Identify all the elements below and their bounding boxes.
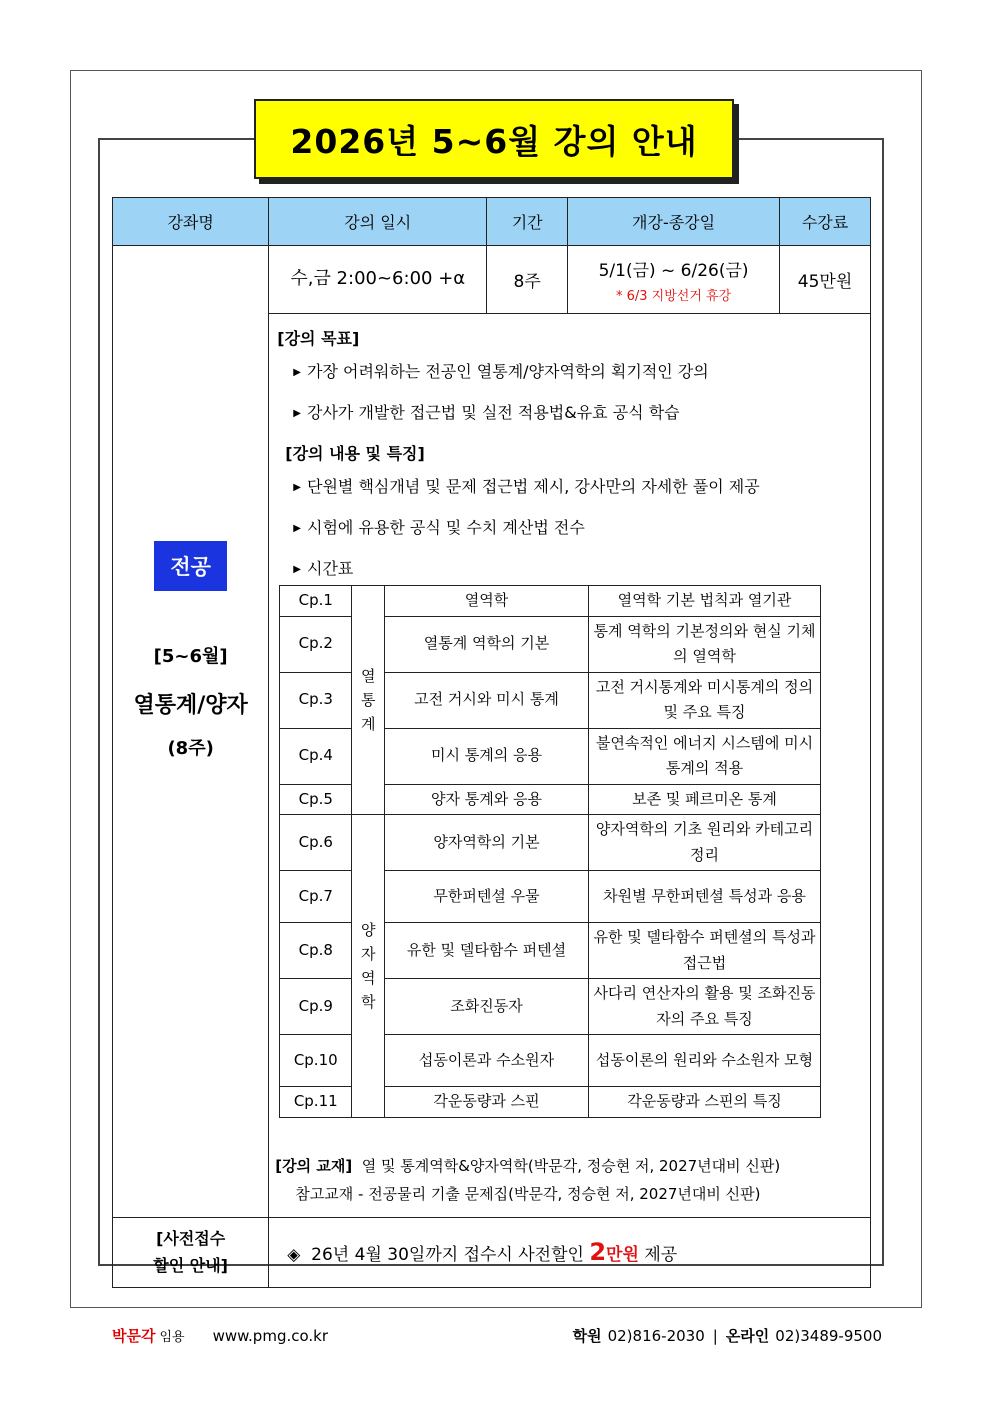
academy-label: 학원 [572, 1327, 602, 1345]
textbook-section [275, 1152, 864, 1209]
timetable-chapter: Cp.1 [280, 586, 352, 617]
goals-title: [강의 목표] [277, 329, 360, 348]
page-title: 2026년 5~6월 강의 안내 [254, 99, 734, 179]
discount-text: ◈ 26년 4월 30일까지 접수시 사전할인 2만원 제공 [269, 1217, 871, 1287]
left-course-cell [113, 246, 269, 1218]
features-title: [강의 내용 및 특징] [285, 444, 425, 463]
timetable-description: 사다리 연산자의 활용 및 조화진동자의 주요 특징 [588, 979, 821, 1035]
goal-item: ▶ 강사가 개발한 접근법 및 실전 적용법&유효 공식 학습 [293, 403, 680, 422]
triangle-bullet-icon: ▶ [293, 367, 301, 378]
header-row [113, 198, 871, 246]
info-duration: 8주 [487, 246, 568, 314]
logo: 박문각 [112, 1327, 156, 1345]
timetable-description: 고전 거시통계와 미시통계의 정의 및 주요 특징 [588, 672, 821, 728]
timetable-chapter: Cp.11 [280, 1087, 352, 1118]
header-duration: 기간 [487, 198, 568, 246]
footer-url[interactable]: www.pmg.co.kr [212, 1326, 329, 1345]
info-fee: 45만원 [780, 246, 871, 314]
textbook-main: [강의 교재] 열 및 통계역학&양자역학(박문각, 정승현 저, 2027년대비 신판) [275, 1156, 781, 1175]
timetable-topic: 각운동량과 스핀 [385, 1087, 589, 1118]
timetable-topic: 유한 및 델타함수 퍼텐셜 [385, 923, 589, 979]
feature-item: ▶ 시간표 [293, 559, 354, 578]
timetable-chapter: Cp.5 [280, 784, 352, 815]
course-table [112, 197, 871, 1288]
feature-item: ▶ 시험에 유용한 공식 및 수치 계산법 전수 [293, 518, 585, 537]
academy-phone: 02)816-2030 [607, 1326, 705, 1345]
timetable-topic: 섭동이론과 수소원자 [385, 1035, 589, 1087]
header-dates: 개강-종강일 [568, 198, 780, 246]
timetable-row [280, 586, 821, 617]
triangle-bullet-icon: ▶ [293, 564, 301, 575]
info-dates: 5/1(금) ~ 6/26(금) [598, 260, 749, 281]
info-dates-note: * 6/3 지방선거 휴강 [615, 288, 732, 304]
triangle-bullet-icon: ▶ [293, 523, 301, 534]
discount-row [113, 1217, 871, 1287]
timetable-chapter: Cp.9 [280, 979, 352, 1035]
timetable [279, 585, 821, 1118]
timetable-chapter: Cp.3 [280, 672, 352, 728]
feature-item: ▶ 단원별 핵심개념 및 문제 접근법 제시, 강사만의 자세한 풀이 제공 [293, 477, 760, 496]
timetable-topic: 미시 통계의 응용 [385, 728, 589, 784]
timetable-chapter: Cp.4 [280, 728, 352, 784]
timetable-description: 통계 역학의 기본정의와 현실 기체의 열역학 [588, 616, 821, 672]
goal-item: ▶ 가장 어려워하는 전공인 열통계/양자역학의 획기적인 강의 [293, 362, 709, 381]
timetable-topic: 열통계 역학의 기본 [385, 616, 589, 672]
timetable-description: 보존 및 페르미온 통계 [588, 784, 821, 815]
timetable-chapter: Cp.6 [280, 815, 352, 871]
course-weeks: (8주) [167, 738, 214, 759]
diamond-icon: ◈ [287, 1245, 301, 1265]
logo-suffix: 임용 [159, 1330, 185, 1345]
timetable-description: 각운동량과 스핀의 특징 [588, 1087, 821, 1118]
content-cell [269, 314, 871, 1218]
course-name: 열통계/양자 [133, 693, 248, 718]
footer-separator: | [712, 1326, 718, 1345]
timetable-description: 유한 및 델타함수 퍼텐셜의 특성과 접근법 [588, 923, 821, 979]
major-badge: 전공 [154, 541, 227, 591]
timetable-chapter: Cp.10 [280, 1035, 352, 1087]
timetable-topic: 양자역학의 기본 [385, 815, 589, 871]
timetable-topic: 조화진동자 [385, 979, 589, 1035]
textbook-ref: 참고교재 - 전공물리 기출 문제집(박문각, 정승현 저, 2027년대비 신판) [295, 1185, 761, 1203]
info-schedule: 수,금 2:00~6:00 +α [269, 246, 487, 314]
timetable-description: 열역학 기본 법칙과 열기관 [588, 586, 821, 617]
discount-unit: 만원 [606, 1245, 639, 1265]
triangle-bullet-icon: ▶ [293, 408, 301, 419]
discount-amount: 2 [589, 1238, 607, 1266]
timetable-chapter: Cp.8 [280, 923, 352, 979]
header-fee: 수강료 [780, 198, 871, 246]
info-row [113, 246, 871, 314]
online-label: 온라인 [725, 1327, 770, 1345]
triangle-bullet-icon: ▶ [293, 482, 301, 493]
timetable-chapter: Cp.7 [280, 871, 352, 923]
header-schedule: 강의 일시 [269, 198, 487, 246]
timetable-chapter: Cp.2 [280, 616, 352, 672]
timetable-description: 차원별 무한퍼텐셜 특성과 응용 [588, 871, 821, 923]
timetable-topic: 양자 통계와 응용 [385, 784, 589, 815]
timetable-topic: 열역학 [385, 586, 589, 617]
timetable-description: 섭동이론의 원리와 수소원자 모형 [588, 1035, 821, 1087]
timetable-topic: 고전 거시와 미시 통계 [385, 672, 589, 728]
info-dates-cell [568, 246, 780, 314]
timetable-group-quantum: 양 자 역 학 [352, 815, 385, 1118]
header-course: 강좌명 [113, 198, 269, 246]
timetable-topic: 무한퍼텐셜 우물 [385, 871, 589, 923]
timetable-description: 불연속적인 에너지 시스템에 미시통계의 적용 [588, 728, 821, 784]
timetable-description: 양자역학의 기초 원리와 카테고리 정리 [588, 815, 821, 871]
online-phone: 02)3489-9500 [775, 1326, 882, 1345]
timetable-group-stat: 열 통 계 [352, 586, 385, 815]
footer [112, 1325, 882, 1346]
discount-label: [사전접수 할인 안내] [113, 1217, 269, 1287]
course-period: [5~6월] [153, 646, 228, 667]
timetable-row [280, 815, 821, 871]
